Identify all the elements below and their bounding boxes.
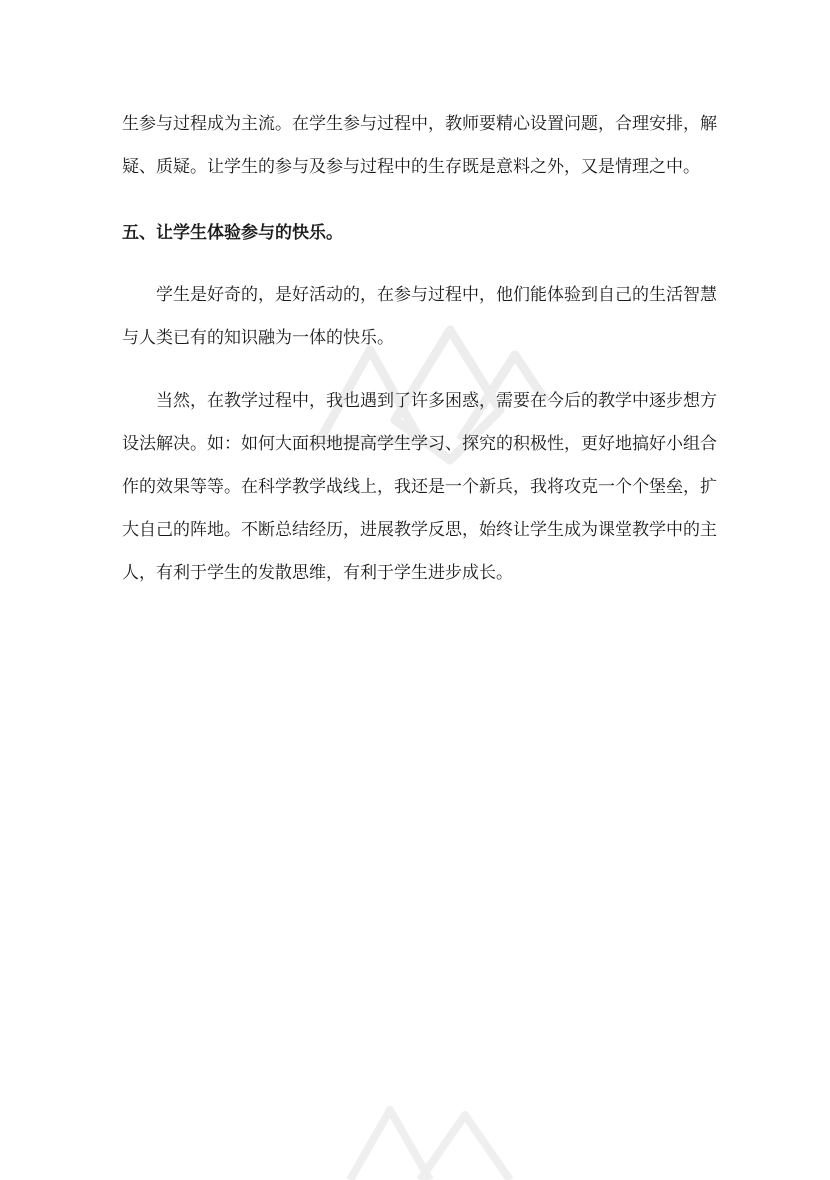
paragraph-2 [122, 274, 717, 360]
text-line: 疑、质疑。让学生的参与及参与过程中的生存既是意料之外，又是情理之中。 [122, 157, 700, 177]
text-line: 设法解决。如：如何大面积地提高学生学习、探究的积极性，更好地搞好小组合 [122, 434, 717, 454]
text-line: 作的效果等等。在科学教学战线上，我还是一个新兵，我将攻克一个个堡垒，扩 [122, 477, 717, 497]
text-line: 大自己的阵地。不断总结经历，进展教学反思，始终让学生成为课堂教学中的主 [122, 520, 717, 540]
section-heading: 五、让学生体验参与的快乐。 [122, 223, 343, 243]
text-line: 人，有利于学生的发散思维，有利于学生进步成长。 [122, 563, 513, 583]
text-line: 当然，在教学过程中，我也遇到了许多困惑，需要在今后的教学中逐步想方 [156, 391, 717, 411]
paragraph-top [122, 103, 717, 189]
paragraph-3 [122, 380, 717, 595]
text-line: 生参与过程成为主流。在学生参与过程中，教师要精心设置问题，合理安排，解 [122, 114, 717, 134]
watermark-graphic-bottom [330, 1090, 530, 1180]
text-line: 与人类已有的知识融为一体的快乐。 [122, 328, 394, 348]
text-line: 学生是好奇的，是好活动的，在参与过程中，他们能体验到自己的生活智慧 [156, 285, 717, 305]
